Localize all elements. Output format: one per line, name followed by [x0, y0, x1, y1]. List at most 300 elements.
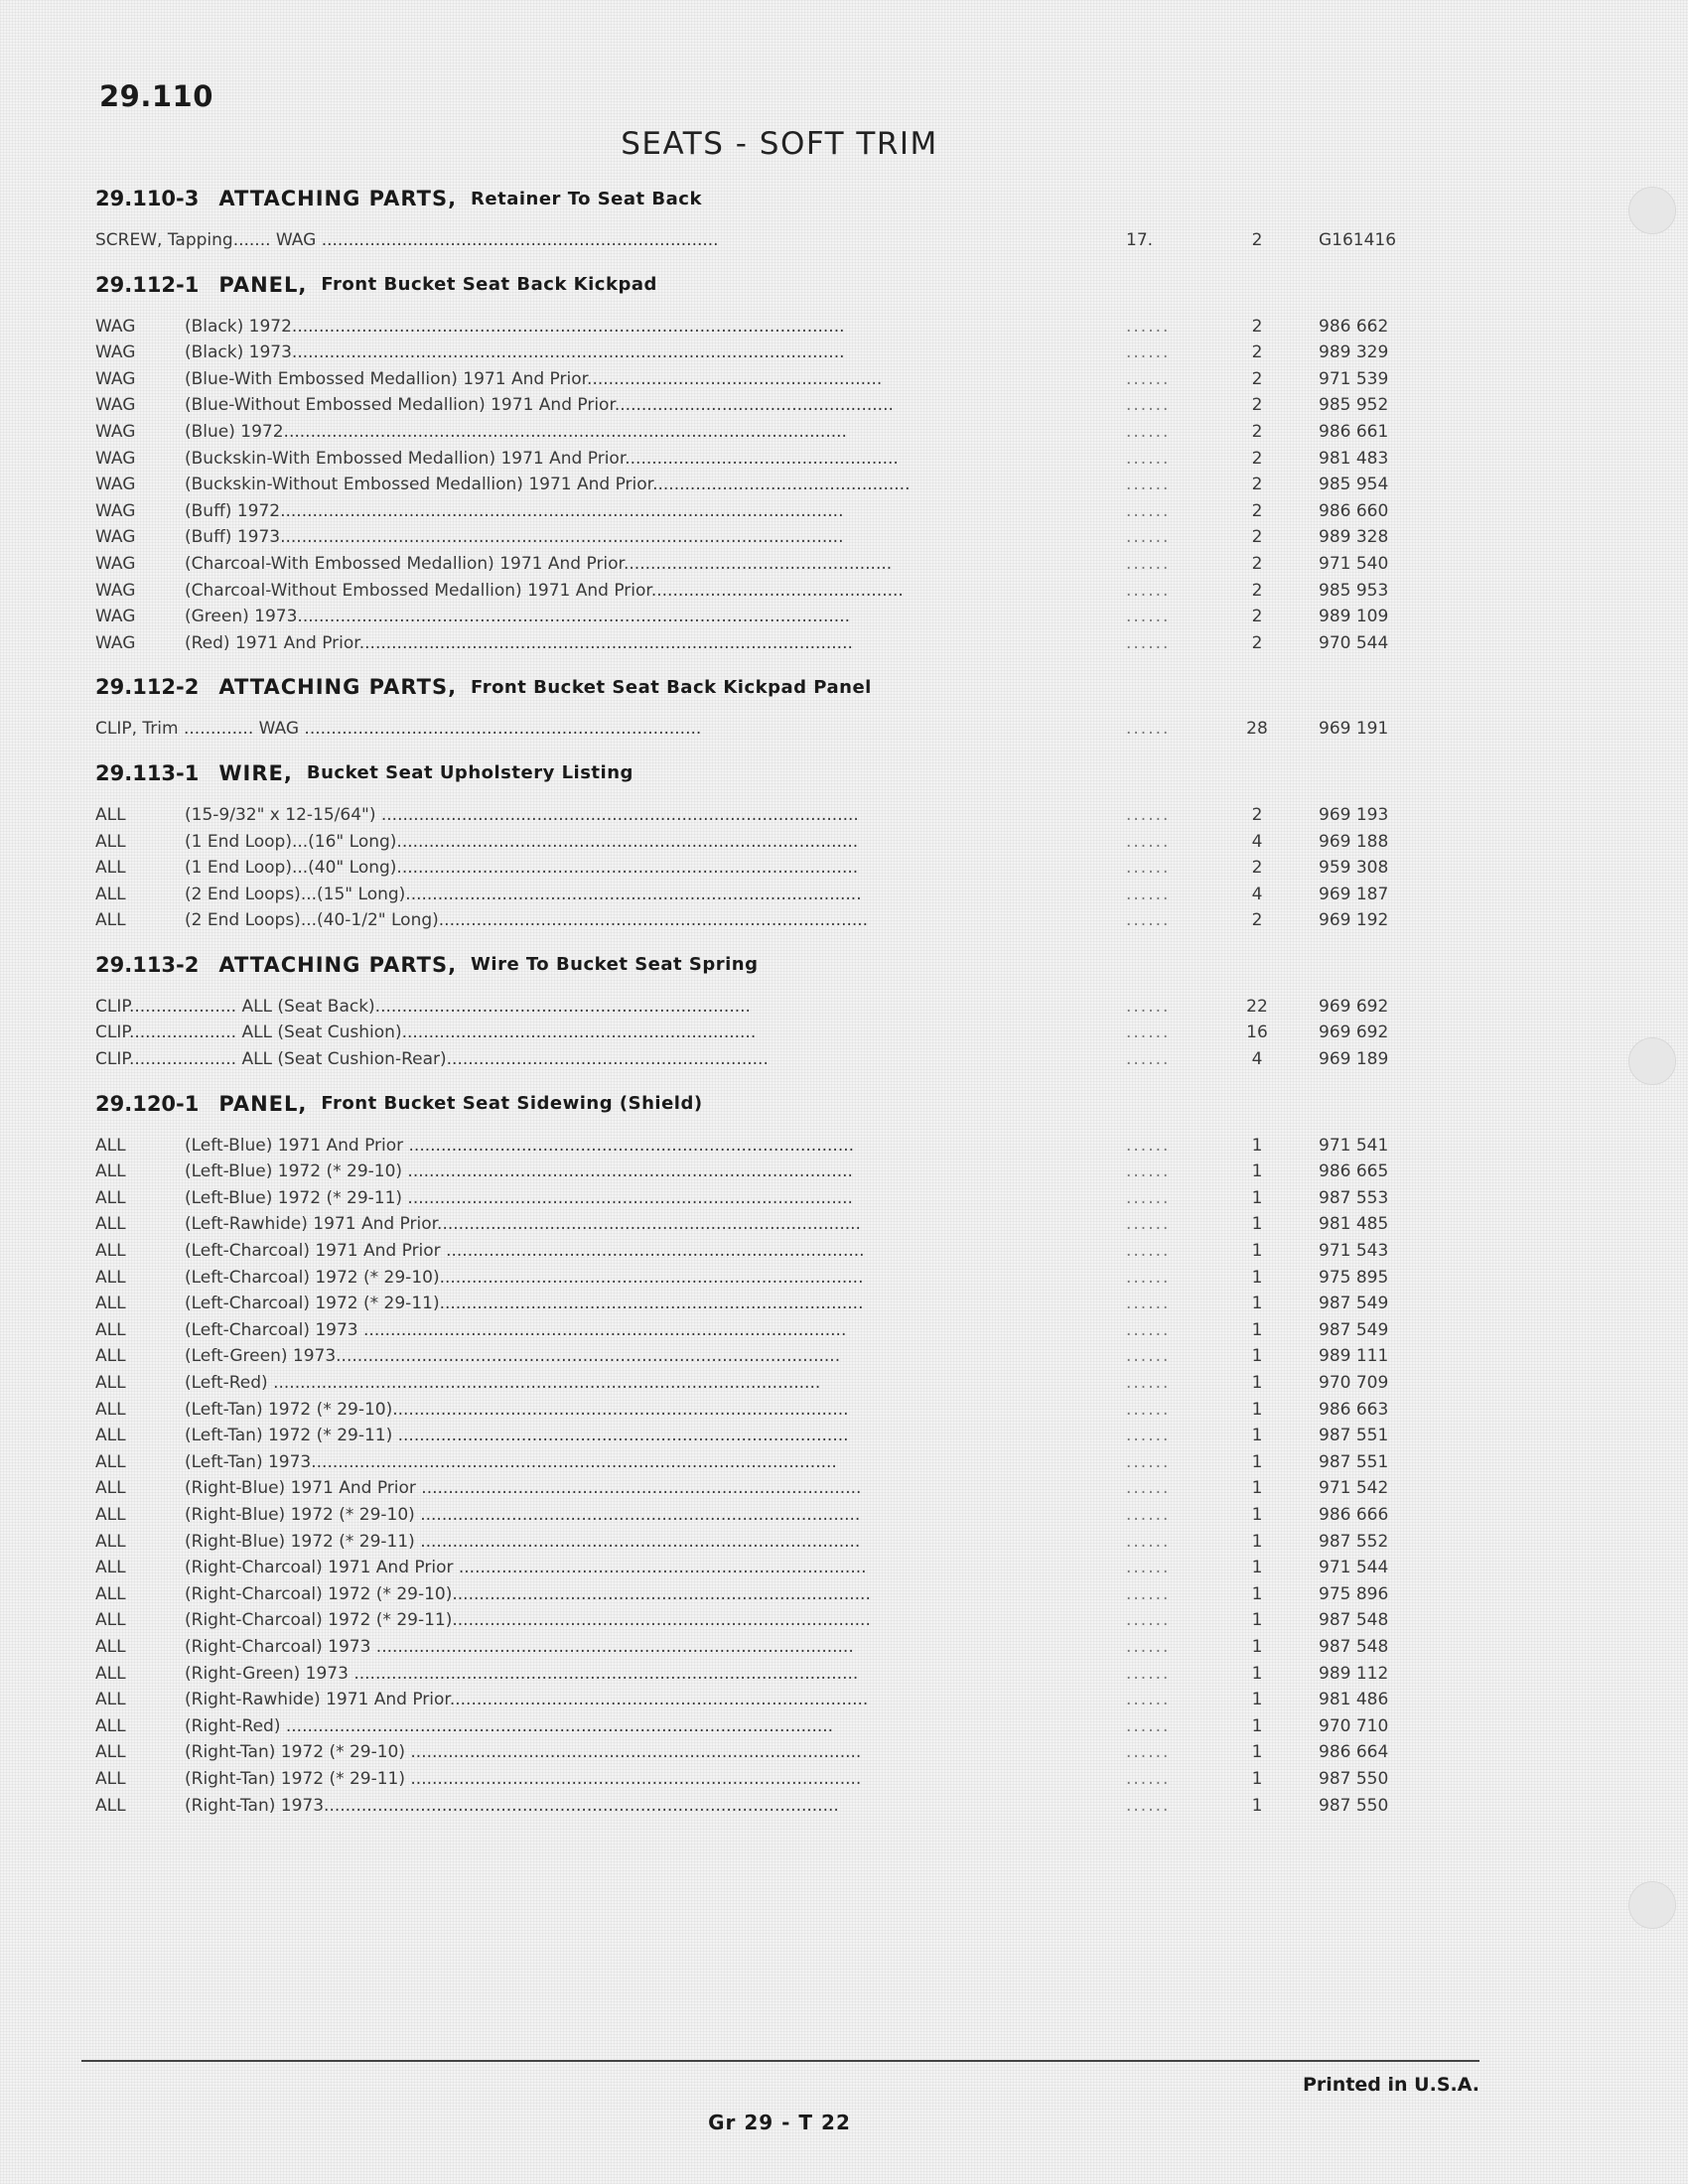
year-code: ......	[1126, 884, 1171, 904]
year-code: ......	[1126, 1319, 1171, 1340]
year-code: ......	[1126, 421, 1171, 442]
model-code: ALL	[95, 1795, 126, 1816]
section-keyword: WIRE,	[218, 760, 293, 785]
year-code: ......	[1126, 1451, 1171, 1472]
part-row	[95, 1529, 1446, 1556]
part-description: (Blue-Without Embossed Medallion) 1971 And Prior....................................................	[185, 395, 894, 416]
part-number: 989 328	[1319, 527, 1389, 548]
part-row	[95, 1713, 1446, 1740]
year-code: ......	[1126, 448, 1171, 469]
section-heading	[95, 670, 1446, 704]
section-keyword: PANEL,	[218, 1091, 308, 1116]
year-code: ......	[1126, 1373, 1171, 1393]
punched-hole	[1628, 1881, 1676, 1929]
part-number: 969 193	[1319, 804, 1389, 825]
part-description: (Left-Tan) 1972 (* 29-10).....................................................................................	[185, 1399, 849, 1420]
part-row	[95, 1739, 1446, 1766]
year-code: ......	[1126, 1768, 1171, 1789]
year-code: ......	[1126, 553, 1171, 574]
quantity: 2	[1251, 500, 1263, 521]
part-number: 971 539	[1319, 368, 1389, 389]
year-code: ......	[1126, 1742, 1171, 1763]
year-code: ......	[1126, 1663, 1171, 1684]
part-row	[95, 630, 1446, 657]
part-description: (2 End Loops)...(15" Long).....................................................................................	[185, 884, 862, 904]
section-keyword: ATTACHING PARTS,	[218, 952, 458, 977]
quantity: 2	[1251, 395, 1263, 416]
part-description: (Left-Blue) 1972 (* 29-10) ...................................................................................	[185, 1161, 853, 1182]
year-code: ......	[1126, 996, 1171, 1017]
part-description: CLIP.................... ALL (Seat Back)......................................................................	[95, 996, 751, 1017]
quantity: 2	[1251, 421, 1263, 442]
year-code: ......	[1126, 1715, 1171, 1736]
part-number: 969 189	[1319, 1049, 1389, 1070]
part-row	[95, 829, 1446, 856]
section-keyword: ATTACHING PARTS,	[218, 187, 458, 210]
quantity: 2	[1251, 580, 1263, 601]
year-code: ......	[1126, 1558, 1171, 1578]
part-row	[95, 1211, 1446, 1238]
year-code: 17.	[1126, 230, 1154, 250]
part-number: 987 550	[1319, 1795, 1389, 1816]
section-heading	[95, 948, 1446, 982]
part-number: 975 896	[1319, 1583, 1389, 1604]
part-row	[95, 882, 1446, 908]
part-number: 986 666	[1319, 1504, 1389, 1525]
part-row	[95, 1581, 1446, 1608]
part-row	[95, 1766, 1446, 1793]
quantity: 2	[1251, 527, 1263, 548]
part-number: 987 550	[1319, 1768, 1389, 1789]
part-description: (Left-Charcoal) 1973 ..........................................................................................	[185, 1319, 847, 1340]
part-number: 989 109	[1319, 607, 1389, 627]
part-row	[95, 994, 1446, 1021]
parts-section	[95, 1087, 1446, 1819]
part-row	[95, 1607, 1446, 1634]
model-code: ALL	[95, 1478, 126, 1499]
year-code: ......	[1126, 1023, 1171, 1043]
part-number: 969 692	[1319, 996, 1389, 1017]
part-row	[95, 1423, 1446, 1449]
part-description: (Charcoal-With Embossed Medallion) 1971 And Prior..................................................	[185, 553, 893, 574]
section-number: 29.112-1	[95, 272, 200, 297]
part-number: 985 952	[1319, 395, 1389, 416]
model-code: WAG	[95, 632, 136, 653]
part-description: (Left-Charcoal) 1972 (* 29-10)...............................................................................	[185, 1267, 864, 1288]
quantity: 1	[1251, 1478, 1263, 1499]
part-description: (Right-Charcoal) 1971 And Prior ............................................................................	[185, 1558, 867, 1578]
model-code: ALL	[95, 1558, 126, 1578]
year-code: ......	[1126, 1426, 1171, 1446]
part-number: 981 485	[1319, 1214, 1389, 1235]
part-description: (Left-Charcoal) 1972 (* 29-11)...............................................................................	[185, 1294, 864, 1314]
part-number: 985 953	[1319, 580, 1389, 601]
part-number: 981 486	[1319, 1690, 1389, 1710]
quantity: 1	[1251, 1214, 1263, 1235]
model-code: ALL	[95, 1346, 126, 1367]
model-code: ALL	[95, 884, 126, 904]
part-row	[95, 1502, 1446, 1529]
section-heading	[95, 268, 1446, 302]
punched-hole	[1628, 1037, 1676, 1085]
part-row	[95, 907, 1446, 934]
part-number: 969 692	[1319, 1023, 1389, 1043]
part-row	[95, 1265, 1446, 1292]
part-row	[95, 1159, 1446, 1185]
model-code: WAG	[95, 500, 136, 521]
part-row	[95, 1317, 1446, 1344]
year-code: ......	[1126, 1478, 1171, 1499]
part-description: (Right-Charcoal) 1973 .........................................................................................	[185, 1636, 854, 1657]
model-code: ALL	[95, 1426, 126, 1446]
model-code: WAG	[95, 368, 136, 389]
quantity: 22	[1246, 996, 1268, 1017]
section-number: 29.113-2	[95, 952, 200, 977]
part-number: 986 660	[1319, 500, 1389, 521]
quantity: 1	[1251, 1504, 1263, 1525]
part-number: 987 549	[1319, 1294, 1389, 1314]
part-description: CLIP.................... ALL (Seat Cushion)..................................................................	[95, 1023, 757, 1043]
model-code: ALL	[95, 831, 126, 852]
part-number: 986 664	[1319, 1742, 1389, 1763]
quantity: 2	[1251, 368, 1263, 389]
model-code: ALL	[95, 1636, 126, 1657]
quantity: 2	[1251, 316, 1263, 337]
part-description: CLIP, Trim ............. WAG ..........................................................................	[95, 719, 702, 740]
quantity: 1	[1251, 1636, 1263, 1657]
model-code: WAG	[95, 475, 136, 495]
part-row	[95, 366, 1446, 393]
year-code: ......	[1126, 342, 1171, 363]
part-number: 970 710	[1319, 1715, 1389, 1736]
year-code: ......	[1126, 580, 1171, 601]
part-number: 986 661	[1319, 421, 1389, 442]
year-code: ......	[1126, 475, 1171, 495]
year-code: ......	[1126, 831, 1171, 852]
part-description: (Right-Green) 1973 ..............................................................................................	[185, 1663, 859, 1684]
model-code: WAG	[95, 395, 136, 416]
year-code: ......	[1126, 1294, 1171, 1314]
parts-list	[95, 182, 1446, 1833]
model-code: ALL	[95, 1161, 126, 1182]
model-code: ALL	[95, 1267, 126, 1288]
part-description: (Right-Red) ......................................................................................................	[185, 1715, 834, 1736]
part-description: (Left-Charcoal) 1971 And Prior ..............................................................................	[185, 1241, 865, 1262]
quantity: 1	[1251, 1795, 1263, 1816]
part-number: 970 544	[1319, 632, 1389, 653]
page-number: 29.110	[99, 79, 213, 113]
model-code: ALL	[95, 1531, 126, 1552]
year-code: ......	[1126, 368, 1171, 389]
quantity: 2	[1251, 342, 1263, 363]
quantity: 2	[1251, 858, 1263, 879]
quantity: 16	[1246, 1023, 1268, 1043]
model-code: ALL	[95, 1768, 126, 1789]
section-heading	[95, 756, 1446, 790]
part-row	[95, 1397, 1446, 1424]
part-description: (Black) 1972.......................................................................................................	[185, 316, 845, 337]
part-description: (Red) 1971 And Prior............................................................................................	[185, 632, 853, 653]
part-description: (Right-Blue) 1972 (* 29-10) ..................................................................................	[185, 1504, 861, 1525]
part-row	[95, 716, 1446, 743]
part-description: (Right-Charcoal) 1972 (* 29-11)..............................................................................	[185, 1610, 871, 1631]
parts-section	[95, 670, 1446, 743]
part-description: (1 End Loop)...(40" Long)......................................................................................	[185, 858, 859, 879]
quantity: 4	[1251, 1049, 1263, 1070]
part-number: 969 188	[1319, 831, 1389, 852]
part-row	[95, 1291, 1446, 1317]
quantity: 1	[1251, 1451, 1263, 1472]
quantity: 1	[1251, 1294, 1263, 1314]
section-keyword: PANEL,	[218, 272, 308, 297]
year-code: ......	[1126, 719, 1171, 740]
part-number: 989 111	[1319, 1346, 1389, 1367]
model-code: ALL	[95, 1742, 126, 1763]
part-description: (Right-Tan) 1972 (* 29-11) ....................................................................................	[185, 1768, 862, 1789]
part-number: 969 191	[1319, 719, 1389, 740]
quantity: 1	[1251, 1399, 1263, 1420]
part-description: SCREW, Tapping....... WAG ..........................................................................	[95, 230, 719, 250]
part-description: (15-9/32" x 12-15/64") .........................................................................................	[185, 804, 859, 825]
quantity: 1	[1251, 1610, 1263, 1631]
part-description: (Green) 1973.......................................................................................................	[185, 607, 851, 627]
quantity: 2	[1251, 910, 1263, 931]
part-number: 971 543	[1319, 1241, 1389, 1262]
part-row	[95, 1046, 1446, 1073]
year-code: ......	[1126, 395, 1171, 416]
part-row	[95, 855, 1446, 882]
part-row	[95, 314, 1446, 341]
part-row	[95, 604, 1446, 630]
quantity: 1	[1251, 1267, 1263, 1288]
section-heading	[95, 1087, 1446, 1121]
quantity: 1	[1251, 1715, 1263, 1736]
quantity: 2	[1251, 607, 1263, 627]
section-description: Bucket Seat Upholstery Listing	[306, 762, 633, 784]
quantity: 4	[1251, 884, 1263, 904]
part-row	[95, 1343, 1446, 1370]
part-row	[95, 1793, 1446, 1820]
quantity: 2	[1251, 475, 1263, 495]
model-code: WAG	[95, 342, 136, 363]
model-code: ALL	[95, 1187, 126, 1208]
part-row	[95, 1687, 1446, 1713]
part-description: (Left-Tan) 1973..................................................................................................	[185, 1451, 837, 1472]
year-code: ......	[1126, 500, 1171, 521]
part-number: 986 665	[1319, 1161, 1389, 1182]
part-number: 987 551	[1319, 1426, 1389, 1446]
part-row	[95, 1661, 1446, 1688]
part-row	[95, 340, 1446, 366]
year-code: ......	[1126, 1504, 1171, 1525]
model-code: WAG	[95, 607, 136, 627]
model-code: ALL	[95, 1373, 126, 1393]
part-row	[95, 578, 1446, 605]
part-row	[95, 419, 1446, 446]
section-keyword: ATTACHING PARTS,	[218, 675, 458, 700]
model-code: WAG	[95, 448, 136, 469]
model-code: ALL	[95, 1241, 126, 1262]
quantity: 1	[1251, 1690, 1263, 1710]
page-title: SEATS - SOFT TRIM	[621, 126, 938, 162]
part-description: (Left-Green) 1973..............................................................................................	[185, 1346, 841, 1367]
year-code: ......	[1126, 1690, 1171, 1710]
section-number: 29.113-1	[95, 760, 200, 785]
model-code: WAG	[95, 553, 136, 574]
year-code: ......	[1126, 632, 1171, 653]
part-row	[95, 498, 1446, 525]
part-description: (Charcoal-Without Embossed Medallion) 1971 And Prior...............................................	[185, 580, 904, 601]
model-code: ALL	[95, 1663, 126, 1684]
part-number: G161416	[1319, 230, 1397, 250]
year-code: ......	[1126, 1187, 1171, 1208]
part-row	[95, 1475, 1446, 1502]
quantity: 1	[1251, 1241, 1263, 1262]
model-code: WAG	[95, 316, 136, 337]
part-number: 969 192	[1319, 910, 1389, 931]
part-row	[95, 392, 1446, 419]
part-description: (Right-Tan) 1972 (* 29-10) ....................................................................................	[185, 1742, 862, 1763]
year-code: ......	[1126, 1346, 1171, 1367]
part-row	[95, 1020, 1446, 1046]
parts-section	[95, 756, 1446, 934]
year-code: ......	[1126, 910, 1171, 931]
part-description: (Right-Tan) 1973................................................................................................	[185, 1795, 839, 1816]
part-row	[95, 1634, 1446, 1661]
section-description: Front Bucket Seat Back Kickpad Panel	[471, 676, 872, 698]
part-description: (Right-Blue) 1971 And Prior ..................................................................................	[185, 1478, 862, 1499]
quantity: 1	[1251, 1583, 1263, 1604]
year-code: ......	[1126, 1135, 1171, 1156]
section-number: 29.110-3	[95, 187, 200, 210]
quantity: 1	[1251, 1768, 1263, 1789]
part-description: (Buff) 1972.........................................................................................................	[185, 500, 844, 521]
year-code: ......	[1126, 1214, 1171, 1235]
quantity: 2	[1251, 448, 1263, 469]
parts-section	[95, 268, 1446, 657]
part-description: (Buff) 1973.........................................................................................................	[185, 527, 844, 548]
quantity: 1	[1251, 1346, 1263, 1367]
part-number: 987 548	[1319, 1610, 1389, 1631]
year-code: ......	[1126, 1795, 1171, 1816]
year-code: ......	[1126, 1531, 1171, 1552]
part-description: (2 End Loops)...(40-1/2" Long)................................................................................	[185, 910, 869, 931]
model-code: ALL	[95, 1610, 126, 1631]
model-code: ALL	[95, 1294, 126, 1314]
part-number: 987 553	[1319, 1187, 1389, 1208]
quantity: 1	[1251, 1742, 1263, 1763]
model-code: ALL	[95, 1690, 126, 1710]
part-description: (Right-Blue) 1972 (* 29-11) ..................................................................................	[185, 1531, 861, 1552]
part-row	[95, 551, 1446, 578]
year-code: ......	[1126, 1161, 1171, 1182]
footer-page-reference: Gr 29 - T 22	[708, 2111, 851, 2134]
part-row	[95, 802, 1446, 829]
model-code: ALL	[95, 804, 126, 825]
quantity: 2	[1251, 632, 1263, 653]
year-code: ......	[1126, 1583, 1171, 1604]
quantity: 1	[1251, 1187, 1263, 1208]
part-number: 981 483	[1319, 448, 1389, 469]
section-description: Front Bucket Seat Sidewing (Shield)	[321, 1093, 703, 1115]
part-description: (Blue-With Embossed Medallion) 1971 And Prior.......................................................	[185, 368, 883, 389]
part-row	[95, 1449, 1446, 1476]
model-code: ALL	[95, 858, 126, 879]
quantity: 1	[1251, 1426, 1263, 1446]
year-code: ......	[1126, 1399, 1171, 1420]
punched-hole	[1628, 187, 1676, 234]
part-description: (1 End Loop)...(16" Long)......................................................................................	[185, 831, 859, 852]
year-code: ......	[1126, 1241, 1171, 1262]
parts-section	[95, 182, 1446, 254]
part-number: 986 662	[1319, 316, 1389, 337]
part-description: (Left-Rawhide) 1971 And Prior...............................................................................	[185, 1214, 861, 1235]
part-description: CLIP.................... ALL (Seat Cushion-Rear)............................................................	[95, 1049, 769, 1070]
year-code: ......	[1126, 804, 1171, 825]
model-code: WAG	[95, 580, 136, 601]
part-number: 986 663	[1319, 1399, 1389, 1420]
part-row	[95, 472, 1446, 498]
part-description: (Right-Charcoal) 1972 (* 29-10)..............................................................................	[185, 1583, 871, 1604]
part-number: 985 954	[1319, 475, 1389, 495]
section-number: 29.112-2	[95, 675, 200, 700]
quantity: 1	[1251, 1373, 1263, 1393]
part-number: 969 187	[1319, 884, 1389, 904]
model-code: WAG	[95, 421, 136, 442]
model-code: ALL	[95, 910, 126, 931]
part-description: (Blue) 1972.........................................................................................................	[185, 421, 847, 442]
part-number: 989 329	[1319, 342, 1389, 363]
parts-section	[95, 948, 1446, 1073]
part-number: 970 709	[1319, 1373, 1389, 1393]
part-number: 989 112	[1319, 1663, 1389, 1684]
part-description: (Left-Blue) 1972 (* 29-11) ...................................................................................	[185, 1187, 853, 1208]
section-description: Front Bucket Seat Back Kickpad	[321, 274, 657, 296]
quantity: 2	[1251, 230, 1263, 250]
part-number: 959 308	[1319, 858, 1389, 879]
year-code: ......	[1126, 1267, 1171, 1288]
quantity: 4	[1251, 831, 1263, 852]
section-description: Wire To Bucket Seat Spring	[471, 954, 759, 976]
part-number: 971 544	[1319, 1558, 1389, 1578]
footer-rule	[81, 2060, 1479, 2062]
quantity: 2	[1251, 553, 1263, 574]
model-code: ALL	[95, 1399, 126, 1420]
model-code: ALL	[95, 1715, 126, 1736]
part-description: (Buckskin-With Embossed Medallion) 1971 And Prior...................................................	[185, 448, 899, 469]
part-description: (Buckskin-Without Embossed Medallion) 1971 And Prior................................................	[185, 475, 911, 495]
part-row	[95, 1185, 1446, 1212]
part-row	[95, 1555, 1446, 1581]
part-row	[95, 1370, 1446, 1397]
part-description: (Black) 1973.......................................................................................................	[185, 342, 845, 363]
year-code: ......	[1126, 1636, 1171, 1657]
part-number: 971 540	[1319, 553, 1389, 574]
part-number: 975 895	[1319, 1267, 1389, 1288]
part-row	[95, 524, 1446, 551]
year-code: ......	[1126, 1610, 1171, 1631]
part-number: 987 548	[1319, 1636, 1389, 1657]
quantity: 28	[1246, 719, 1268, 740]
section-number: 29.120-1	[95, 1091, 200, 1116]
part-description: (Left-Tan) 1972 (* 29-11) ....................................................................................	[185, 1426, 849, 1446]
quantity: 1	[1251, 1161, 1263, 1182]
model-code: WAG	[95, 527, 136, 548]
quantity: 1	[1251, 1135, 1263, 1156]
model-code: ALL	[95, 1504, 126, 1525]
year-code: ......	[1126, 527, 1171, 548]
model-code: ALL	[95, 1135, 126, 1156]
